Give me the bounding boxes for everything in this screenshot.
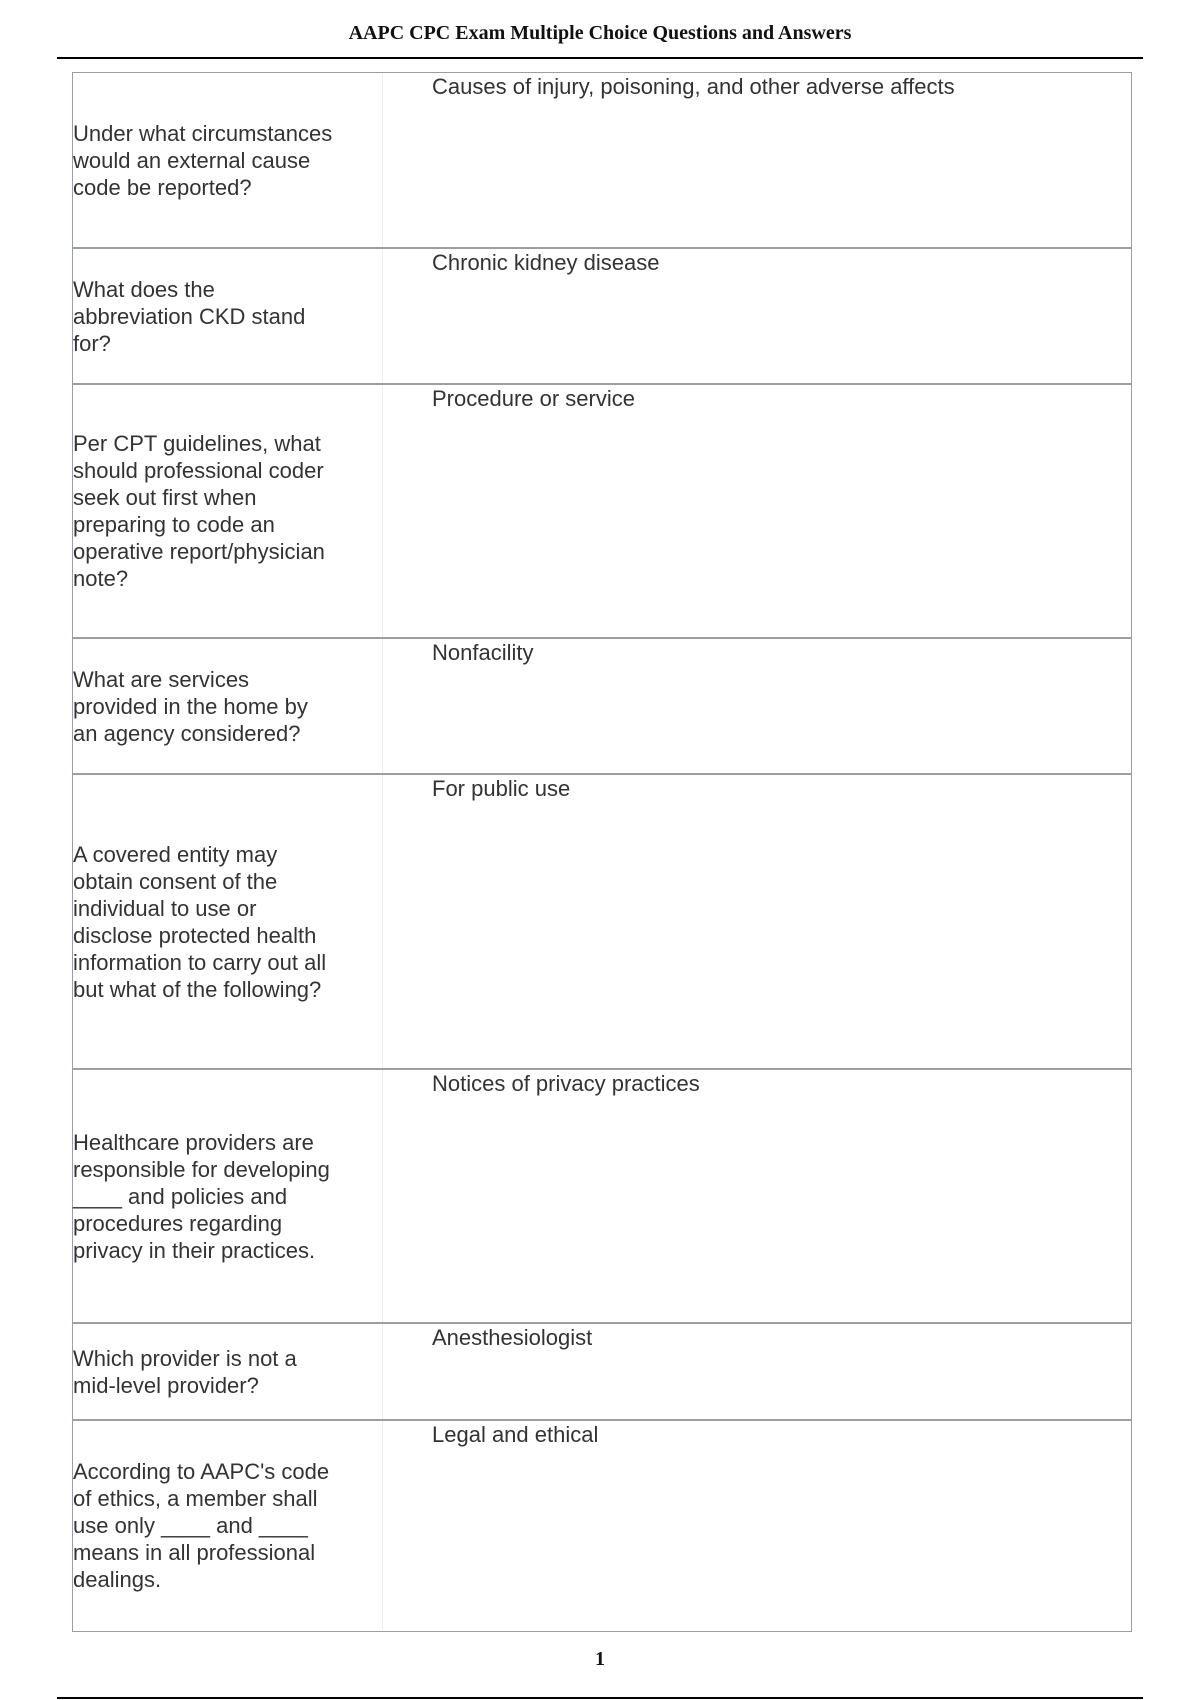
question-cell (73, 249, 373, 383)
column-divider (382, 73, 383, 247)
question-cell (73, 639, 373, 773)
page-number: 1 (595, 1648, 605, 1670)
table-row (73, 247, 1131, 383)
header-rule (57, 57, 1143, 59)
question-cell (73, 775, 373, 1068)
column-divider (382, 1070, 383, 1322)
table-row (73, 73, 1131, 247)
table-row (73, 1068, 1131, 1322)
answer-text: Anesthesiologist (432, 1325, 593, 1350)
footer-rule (57, 1697, 1143, 1699)
table-row (73, 1322, 1131, 1419)
question-cell (73, 385, 373, 637)
table-row (73, 1419, 1131, 1630)
table-row (73, 383, 1131, 637)
page-header-title: AAPC CPC Exam Multiple Choice Questions and Answers (348, 22, 852, 44)
column-divider (382, 1324, 383, 1419)
question-text: Which provider is not a mid-level provider? (73, 1345, 297, 1398)
question-cell (73, 1421, 373, 1630)
answer-text: Notices of privacy practices (432, 1071, 700, 1096)
column-divider (382, 775, 383, 1068)
table-row (73, 773, 1131, 1068)
table-row (73, 637, 1131, 773)
column-divider (382, 639, 383, 773)
answer-text: Legal and ethical (432, 1422, 599, 1447)
question-text: According to AAPC's code of ethics, a member shall use only ____ and ____ means in all professional dealings. (73, 1459, 330, 1592)
column-divider (382, 385, 383, 637)
answer-text: Chronic kidney disease (432, 250, 660, 275)
question-text: What are services provided in the home by an agency considered? (73, 666, 308, 746)
question-text: Per CPT guidelines, what should professional coder seek out first when preparing to code an operative report/physician note? (73, 431, 325, 591)
question-cell (73, 73, 373, 247)
answer-text: Procedure or service (432, 386, 635, 411)
question-text: Healthcare providers are responsible for developing ____ and policies and procedures regarding privacy in their practices. (73, 1129, 330, 1263)
question-text: Under what circumstances would an external cause code be reported? (73, 120, 333, 200)
question-cell (73, 1070, 373, 1322)
qa-table (72, 72, 1132, 1632)
answer-text: For public use (432, 776, 571, 801)
question-text: What does the abbreviation CKD stand for? (73, 276, 306, 356)
column-divider (382, 249, 383, 383)
question-cell (73, 1324, 373, 1419)
answer-text: Causes of injury, poisoning, and other adverse affects (432, 74, 955, 99)
question-text: A covered entity may obtain consent of the individual to use or disclose protected health information to carry out all but what of the following? (73, 841, 327, 1002)
column-divider (382, 1421, 383, 1630)
answer-text: Nonfacility (432, 640, 534, 665)
